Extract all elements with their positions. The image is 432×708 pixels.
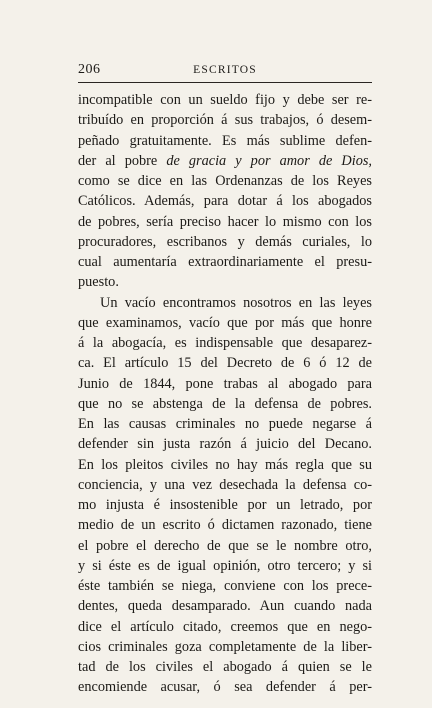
text-line: ca. El artículo 15 del Decreto de 6 ó 12 de bbox=[78, 355, 372, 372]
text-line-italic-phrase bbox=[78, 151, 372, 171]
text-line: como se dice en las Ordenanzas de los Reyes bbox=[78, 173, 372, 189]
text-line: mo injusta é insostenible por un letrado, por bbox=[78, 497, 372, 513]
text-line: el pobre el derecho de que se le nombre otro, bbox=[78, 537, 372, 554]
text-line: medio de un escrito ó dictamen razonado, tiene bbox=[78, 517, 372, 534]
text-line: y si éste es de igual opinión, otro tercero; y si bbox=[78, 557, 372, 574]
text-run: der al pobre bbox=[78, 152, 167, 169]
text-line: encomiende acusar, ó sea defender á per- bbox=[78, 679, 372, 696]
text-line-paragraph-end: puesto. bbox=[78, 274, 119, 291]
running-head bbox=[78, 60, 372, 83]
text-line: éste también se niega, conviene con los prece- bbox=[78, 578, 372, 594]
text-line: de pobres, sería preciso hacer lo mismo con los bbox=[78, 213, 372, 230]
text-line: Católicos. Además, para dotar á los abogados bbox=[78, 193, 372, 210]
text-line: Junio de 1844, pone trabas al abogado para bbox=[78, 375, 372, 392]
text-line: incompatible con un sueldo fijo y debe ser re- bbox=[78, 92, 372, 108]
text-line: defender sin justa razón á juicio del Decano. bbox=[78, 436, 372, 453]
text-line: que no se abstenga de la defensa de pobres. bbox=[78, 395, 372, 412]
text-line: cual aumentaría extraordinariamente el presu- bbox=[78, 254, 372, 270]
text-line: En los pleitos civiles no hay más regla que su bbox=[78, 456, 372, 473]
text-line: conciencia, y una vez desechada la defensa co- bbox=[78, 476, 372, 493]
italic-phrase: de gracia y por amor de Dios, bbox=[166, 152, 372, 169]
text-line-paragraph-start: Un vacío encontramos nosotros en las leyes bbox=[100, 294, 372, 311]
text-line: que examinamos, vacío que por más que honre bbox=[78, 314, 372, 331]
text-line: peñado gratuitamente. Es más sublime defen- bbox=[78, 132, 372, 149]
body-text bbox=[78, 90, 372, 698]
running-title: ESCRITOS bbox=[193, 64, 257, 76]
text-line: En las causas criminales no puede negarse á bbox=[78, 416, 372, 432]
text-line: dice el artículo citado, creemos que en nego- bbox=[78, 618, 372, 635]
text-line: procuradores, escribanos y demás curiales, lo bbox=[78, 233, 372, 250]
text-line: cios criminales goza completamente de la liber- bbox=[78, 638, 372, 655]
text-line: á la abogacía, es indispensable que desaparez- bbox=[78, 335, 372, 351]
text-line: dentes, queda desamparado. Aun cuando nada bbox=[78, 598, 372, 615]
text-line: tad de los civiles el abogado á quien se le bbox=[78, 659, 372, 675]
page-number: 206 bbox=[78, 62, 101, 77]
text-line: tribuído en proporción á sus trabajos, ó desem- bbox=[78, 112, 372, 129]
